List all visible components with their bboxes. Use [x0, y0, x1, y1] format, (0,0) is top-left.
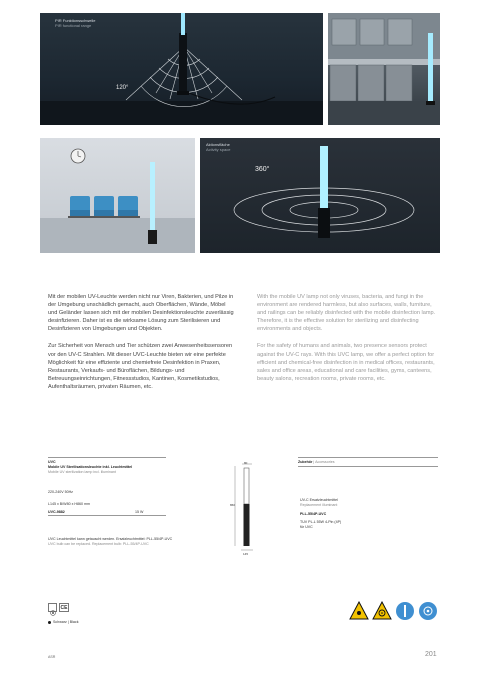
product-code: UVC-9882: [48, 510, 65, 514]
class-icon: [48, 603, 57, 612]
accessory-use: für UVC: [300, 525, 313, 529]
product-power: 15 W: [135, 510, 144, 514]
product-name: UVC: [48, 460, 56, 464]
angle-label-360: 360°: [255, 166, 270, 173]
voltage: 220-240V 50Hz: [48, 490, 73, 494]
product-photo-main: [40, 13, 323, 125]
uv-warning-icon: [349, 601, 369, 621]
activity-label: Aktionsfläche Activity space: [206, 142, 231, 152]
page-number: 201: [425, 651, 437, 658]
paragraph: Mit der mobilen UV-Leuchte werden nicht nur Viren, Bakterien, und Pilze in der Umgebung unschädlich gemacht, auch Oberflächen, Wände, Möbel und Geländer lassen sich mit der mobilen Desinfektionsleuchte zuverlässig desinfizieren. Daher ist es die wirksame Lösung zum Sterilisieren und Desinfizieren von Umgebungen und Objekten.: [48, 294, 234, 333]
description-english: [257, 293, 441, 392]
sensor-icon: [418, 601, 438, 621]
technical-drawing: [228, 462, 256, 554]
biohazard-warning-icon: [372, 601, 392, 621]
dim-height: 860: [230, 503, 236, 507]
accessory-title-en: Replacement illuminant: [300, 503, 338, 507]
dim-top-width: 80: [244, 461, 248, 465]
accessories-heading: Zubehör | Accessories: [298, 460, 335, 464]
replacement-note-en: UVC bulb can be replaced. Replacement bulb: PLL-55/4P-UVC: [48, 542, 149, 546]
accessory-spec: TUV PL-L 55W 4-Pin (4P): [300, 520, 342, 524]
accessory-code: PLL-55/4P-UVC: [300, 512, 327, 516]
kitchen-scene: [328, 13, 440, 125]
divider: [48, 515, 166, 516]
angle-label: 120°: [116, 85, 129, 91]
divider: [298, 466, 438, 467]
divider: [48, 457, 166, 458]
uv-lamp-icon: [395, 601, 415, 621]
divider: [298, 457, 438, 458]
range-label: PIR Funktionsschwelle PIR functional range: [55, 18, 96, 28]
paragraph: For the safety of humans and animals, two presence sensors protect against the UV-C rays. With this UVC lamp, we offer a perfect option for efficient and chemical-free disinfection in in medical offices, restaurants, sales and office areas, educational and care facilities, gyms, canteens, beauty salons, recreation rooms, private rooms, etc.: [257, 343, 435, 382]
product-desc-de: Mobile UV Sterilisationsleuchte inkl. Leuchtmittel: [48, 465, 133, 469]
range-diagram: [40, 13, 323, 125]
dim-bottom-width: 145: [243, 552, 249, 556]
dimensions: L145 x B/W80 x H860 mm: [48, 502, 90, 506]
waiting-room-scene: [40, 138, 195, 253]
accessory-title-de: UV-C Ersatzleuchtmittel: [300, 498, 338, 502]
colour-swatch: [48, 621, 51, 624]
paragraph: With the mobile UV lamp not only viruses, bacteria, and fungi in the environment are rendered harmless, but also surfaces, walls, furniture, and railings can be reliably disinfected with the mobile disinfection lamp. Therefore, it is the effective solution for sterilizing and disinfecting environments and objects.: [257, 294, 436, 333]
activity-photo: [200, 138, 440, 253]
kitchen-photo: [328, 13, 440, 125]
colour-label: Schwarz | Black: [53, 620, 79, 624]
paragraph: Zur Sicherheit von Mensch und Tier schützen zwei Anwesenheitssensoren vor den UV-C Strahlen. Mit dieser UVC-Leuchte bieten wir eine perfekte Möglichkeit für eine effiziente und chemiefreie Desinfektion in Praxen, Restaurants, Verkaufs- und Büroflächen, Bildungs- und Betreuungseinrichtungen, Fitnessstudios, Kantinen, Kosmetikstudios, Aufenthaltsräumen, privaten Räumen, etc.: [48, 343, 233, 390]
activity-diagram: [200, 138, 440, 253]
ce-mark-icon: CE: [60, 605, 68, 611]
waiting-room-photo: [40, 138, 195, 253]
product-desc-en: Mobile UV sterilization lamp incl. illuminant: [48, 470, 116, 474]
replacement-note-de: UVC Leuchtmittel kann getauscht werden. Ersatzleuchtmittel: PLL-55/4P-UVC: [48, 537, 173, 541]
description-german: [48, 293, 236, 400]
brand-footer: ASR: [48, 655, 56, 659]
